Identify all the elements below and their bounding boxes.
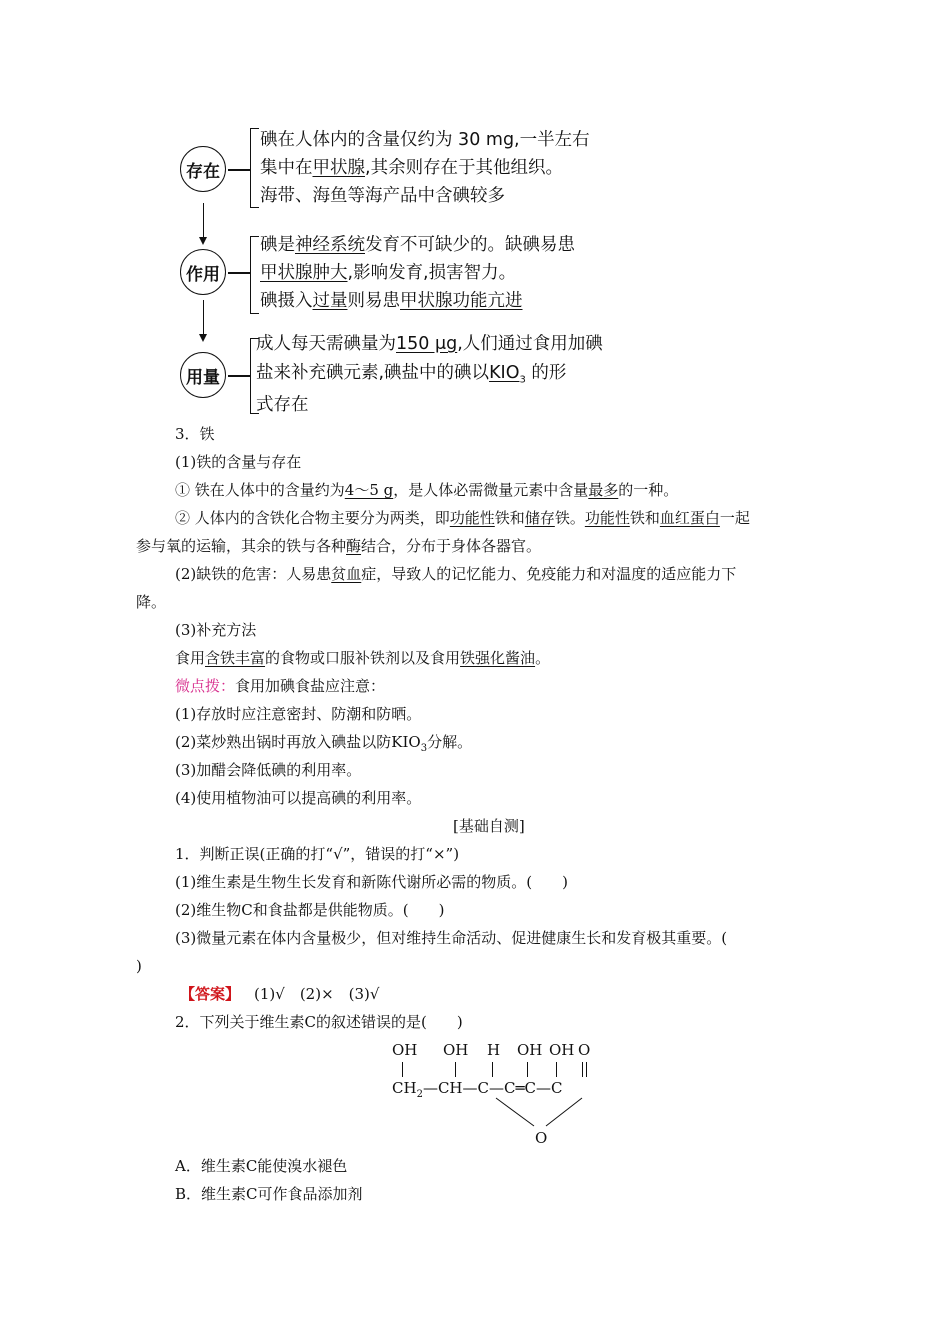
formula-atom: O bbox=[578, 1041, 591, 1059]
tip-item: (3)加醋会降低碘的利用率。 bbox=[175, 761, 362, 779]
diagram-line: 碘是神经系统发育不可缺少的。缺碘易患 bbox=[260, 235, 575, 255]
paragraph: (3)补充方法 bbox=[175, 621, 257, 639]
bond bbox=[556, 1062, 557, 1077]
diagram-line: 成人每天需碘量为150 μg,人们通过食用加碘 bbox=[256, 334, 603, 354]
bracket bbox=[250, 128, 259, 208]
paragraph: ① 铁在人体中的含量约为4～5 g，是人体必需微量元素中含量最多的一种。 bbox=[175, 481, 679, 499]
answer: 【答案】 (1)√ (2)× (3)√ bbox=[180, 985, 380, 1003]
formula-atom: O bbox=[535, 1129, 548, 1147]
paragraph: ② 人体内的含铁化合物主要分为两类，即功能性铁和储存铁。功能性铁和血红蛋白一起 bbox=[175, 509, 750, 527]
section-heading: [基础自测] bbox=[453, 817, 525, 835]
tip: 微点拨：食用加碘食盐应注意： bbox=[175, 677, 386, 695]
formula-atom: OH bbox=[549, 1041, 575, 1059]
bond bbox=[455, 1062, 456, 1077]
tip-item: (2)菜炒熟出锅时再放入碘盐以防$KIO_3$分解。 bbox=[175, 733, 473, 754]
connector-dash bbox=[228, 272, 250, 274]
paragraph: (2)缺铁的危害：人易患贫血症，导致人的记忆能力、免疫能力和对温度的适应能力下 bbox=[175, 565, 737, 583]
node-existence: 存在 bbox=[180, 146, 226, 192]
diagram-line: 盐来补充碘元素,碘盐中的碘以$KIO_3$ 的形 bbox=[256, 363, 567, 386]
section-title: 3．铁 bbox=[175, 425, 215, 443]
paragraph: 降。 bbox=[136, 593, 167, 611]
paragraph: 食用含铁丰富的食物或口服补铁剂以及食用铁强化酱油。 bbox=[175, 649, 551, 667]
tip-item: (1)存放时应注意密封、防潮和防晒。 bbox=[175, 705, 422, 723]
diagram-line: 式存在 bbox=[256, 395, 309, 415]
node-function: 作用 bbox=[180, 249, 226, 295]
connector-dash bbox=[228, 375, 250, 377]
diagram-line: 碘摄入过量则易患甲状腺功能亢进 bbox=[260, 291, 523, 311]
formula-main: $CH_2—CH—C—C═C—C$ bbox=[392, 1079, 563, 1100]
bond bbox=[586, 1062, 587, 1077]
down-arrow-icon bbox=[203, 300, 204, 340]
question: 1．判断正误(正确的打“√”，错误的打“×”) bbox=[175, 845, 460, 863]
question-item: ) bbox=[136, 957, 142, 975]
connector-dash bbox=[228, 169, 250, 171]
formula-atom: OH bbox=[443, 1041, 469, 1059]
formula-atom: OH bbox=[517, 1041, 543, 1059]
tip-item: (4)使用植物油可以提高碘的利用率。 bbox=[175, 789, 422, 807]
question: 2．下列关于维生素C的叙述错误的是( ) bbox=[175, 1013, 463, 1031]
down-arrow-icon bbox=[203, 203, 204, 243]
diagram-line: 甲状腺肿大,影响发育,损害智力。 bbox=[260, 263, 517, 283]
question-item: (1)维生素是生物生长发育和新陈代谢所必需的物质。( ) bbox=[175, 873, 568, 891]
diagram-line: 碘在人体内的含量仅约为 30 mg,一半左右 bbox=[260, 130, 590, 150]
question-item: (3)微量元素在体内含量极少，但对维持生命活动、促进健康生长和发育极其重要。( bbox=[175, 929, 728, 947]
bracket bbox=[250, 236, 259, 314]
question-item: (2)维生物C和食盐都是供能物质。( ) bbox=[175, 901, 445, 919]
diagram-line: 集中在甲状腺,其余则存在于其他组织。 bbox=[260, 158, 564, 178]
option: B．维生素C可作食品添加剂 bbox=[175, 1185, 363, 1203]
bond bbox=[492, 1062, 493, 1077]
formula-atom: OH bbox=[392, 1041, 418, 1059]
paragraph: 参与氧的运输，其余的铁与各种酶结合，分布于身体各器官。 bbox=[136, 537, 542, 555]
bond bbox=[582, 1062, 583, 1077]
bond bbox=[527, 1062, 528, 1077]
answer-label: 【答案】 bbox=[180, 985, 241, 1003]
node-dosage: 用量 bbox=[180, 352, 226, 398]
bond bbox=[402, 1062, 403, 1077]
diagram-line: 海带、海鱼等海产品中含碘较多 bbox=[260, 186, 505, 206]
option: A．维生素C能使溴水褪色 bbox=[175, 1157, 348, 1175]
paragraph: (1)铁的含量与存在 bbox=[175, 453, 302, 471]
tip-label: 微点拨： bbox=[175, 677, 236, 695]
formula-atom: H bbox=[487, 1041, 501, 1059]
